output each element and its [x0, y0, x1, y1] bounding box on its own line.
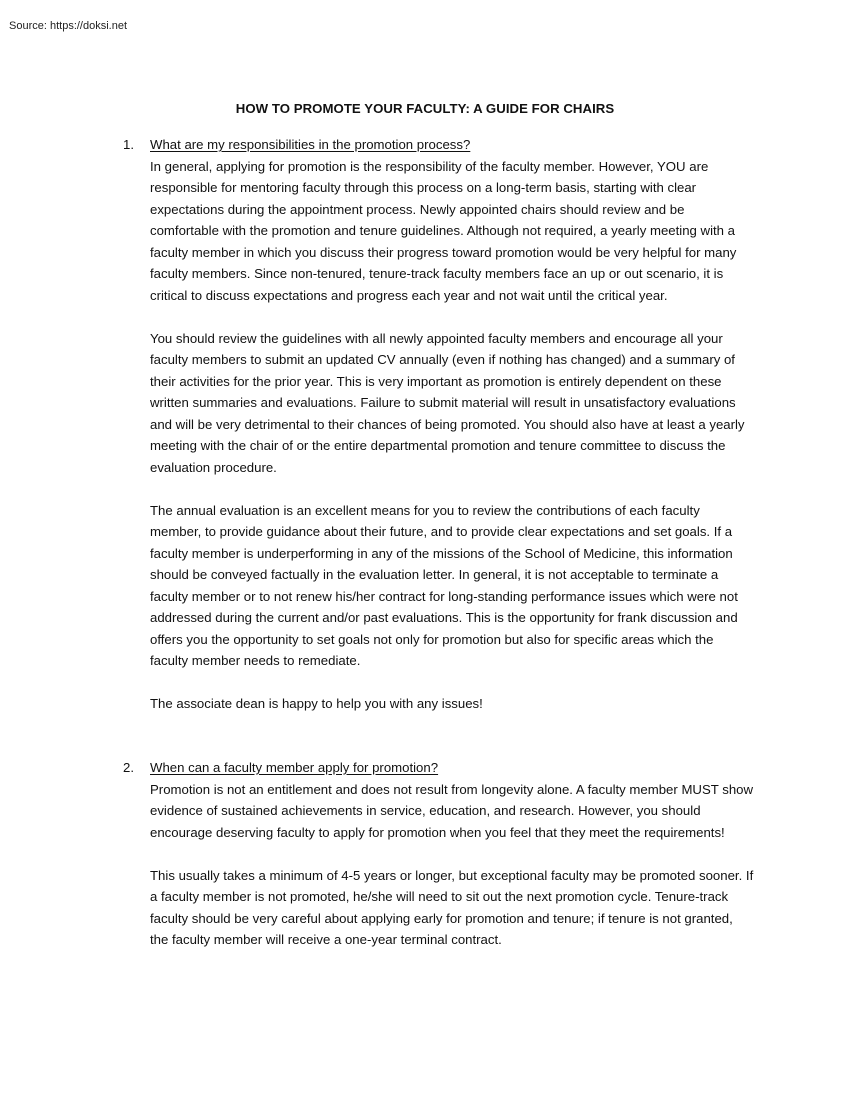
paragraph: Promotion is not an entitlement and does not result from longevity alone. A faculty member MUST show evidence of sustained achievements in service, education, and research. However, you should encourage deserving faculty to apply for promotion when you feel that they meet the requirements! — [150, 781, 754, 840]
section-heading: When can a faculty member apply for promotion? — [150, 760, 439, 775]
paragraph: The annual evaluation is an excellent means for you to review the contributions of each faculty member, to provide guidance about their future, and to provide clear expectations and set goals. If a faculty member is underperforming in any of the missions of the School of Medicine, this information should be conveyed factually in the evaluation letter. In general, it is not acceptable to terminate a faculty member or to not renew his/her contract for long-standing performance issues which were not addressed during the current and/or past evaluations. This is the opportunity for frank discussion and offers you the opportunity to set goals not only for promotion but also for specific areas which the faculty member needs to remediate. — [150, 502, 738, 668]
paragraph: The associate dean is happy to help you with any issues! — [150, 696, 483, 711]
paragraph: This usually takes a minimum of 4-5 years or longer, but exceptional faculty may be promoted sooner. If a faculty member is not promoted, he/she will need to sit out the next promotion cycle. Tenure-track faculty should be very careful about applying early for promotion and tenure; if tenure is not granted, the faculty member will receive a one-year terminal contract. — [150, 867, 754, 947]
section-1 — [123, 134, 763, 715]
section-number: 1. — [123, 137, 134, 152]
section-body — [150, 134, 754, 715]
section-body — [150, 757, 754, 951]
section-number: 2. — [123, 760, 134, 775]
source-note: Source: https://doksi.net — [9, 20, 128, 32]
paragraph: In general, applying for promotion is the responsibility of the faculty member. However, YOU are responsible for mentoring faculty through this process on a long-term basis, starting with clear expectations during the appointment process. Newly appointed chairs should review and be comfortable with the promotion and tenure guidelines. Although not required, a yearly meeting with a faculty member in which you discuss their progress toward promotion would be very helpful for many faculty members. Since non-tenured, tenure-track faculty members face an up or out scenario, it is critical to discuss expectations and progress each year and not wait until the critical year. — [150, 158, 737, 303]
paragraph: You should review the guidelines with all newly appointed faculty members and encourage all your faculty members to submit an updated CV annually (even if nothing has changed) and a summary of their activities for the prior year. This is very important as promotion is entirely dependent on these written summaries and evaluations. Failure to submit material will result in unsatisfactory evaluations and will be very detrimental to their chances of being promoted. You should also have at least a yearly meeting with the chair of or the entire departmental promotion and tenure committee to discuss the evaluation procedure. — [150, 330, 745, 475]
section-heading: What are my responsibilities in the promotion process? — [150, 137, 471, 152]
document-title: HOW TO PROMOTE YOUR FACULTY: A GUIDE FOR CHAIRS — [235, 101, 615, 116]
section-2 — [123, 757, 763, 951]
